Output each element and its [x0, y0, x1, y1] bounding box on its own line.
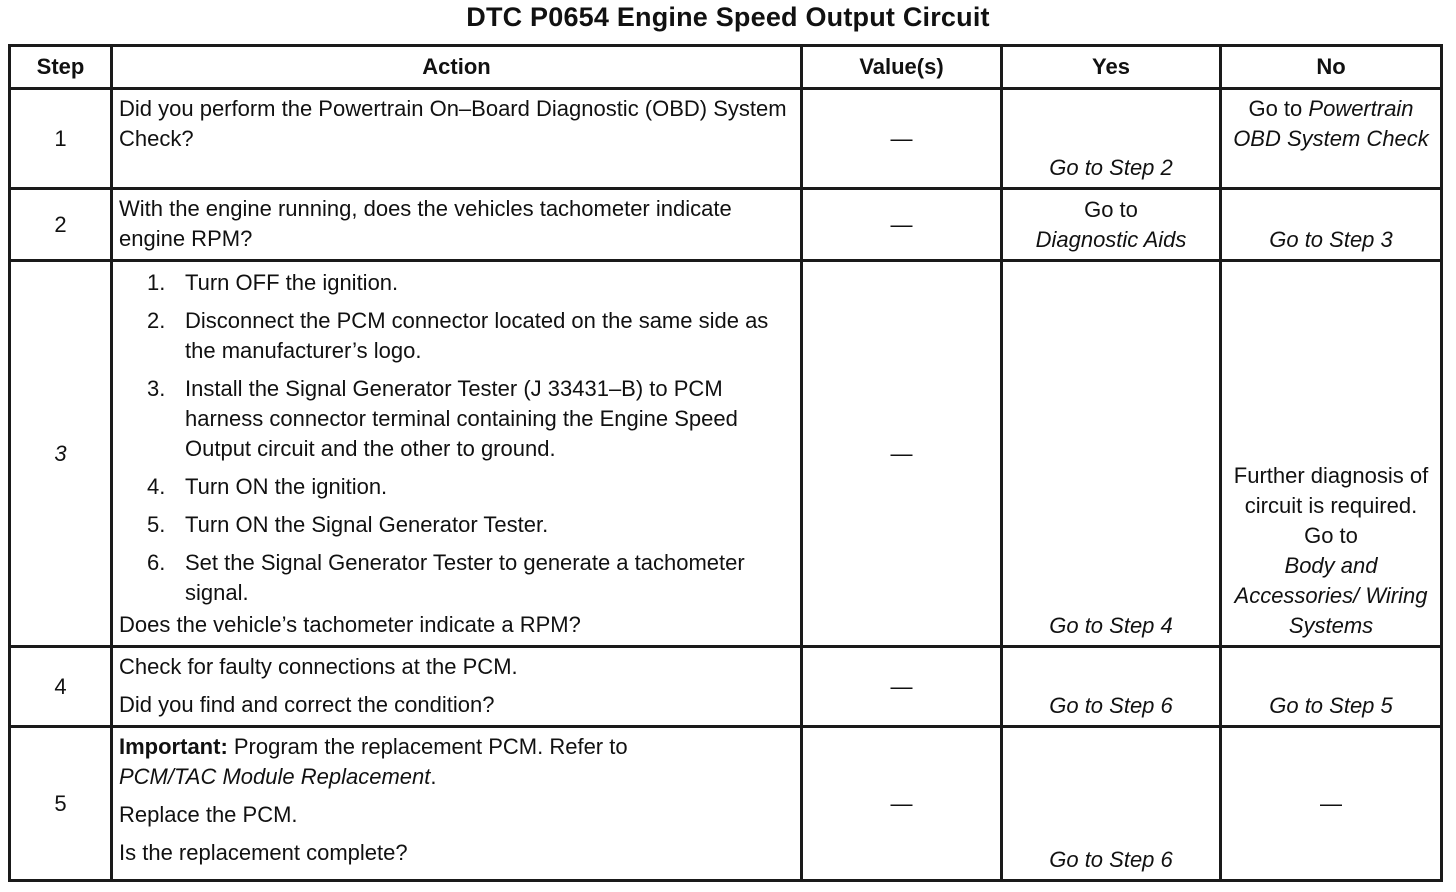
yes-link[interactable]: Go to Step 2: [1002, 89, 1221, 189]
step-number: 1: [10, 89, 112, 189]
action-text: Check for faulty connections at the PCM.: [119, 654, 518, 679]
table-row: [10, 647, 1442, 727]
header-step: Step: [10, 46, 112, 89]
action-cell: [112, 727, 802, 881]
action-text: With the engine running, does the vehicles tachometer indicate engine RPM?: [112, 189, 802, 261]
value-cell: —: [802, 647, 1002, 727]
header-yes: Yes: [1002, 46, 1221, 89]
no-prefix: Go to: [1248, 96, 1303, 121]
no-link[interactable]: Go to Step 5: [1221, 647, 1442, 727]
step-number: 2: [10, 189, 112, 261]
instruction-list: [119, 268, 794, 608]
list-item: 4. Turn ON the ignition.: [147, 474, 388, 499]
yes-link[interactable]: Go to Step 6: [1002, 727, 1221, 881]
yes-link[interactable]: Go to Step 6: [1002, 647, 1221, 727]
value-cell: —: [802, 727, 1002, 881]
table-row: [10, 189, 1442, 261]
question-text: Did you find and correct the condition?: [119, 692, 495, 717]
question-text: Does the vehicle’s tachometer indicate a RPM?: [119, 612, 581, 637]
value-cell: —: [802, 261, 1002, 647]
table-row: [10, 727, 1442, 881]
list-item: 5. Turn ON the Signal Generator Tester.: [147, 512, 549, 537]
action-cell: [112, 647, 802, 727]
diagnostic-table: [8, 44, 1443, 882]
header-action: Action: [112, 46, 802, 89]
no-cell: [1221, 89, 1442, 189]
table-row: [10, 89, 1442, 189]
value-cell: —: [802, 189, 1002, 261]
action-text: Did you perform the Powertrain On–Board Diagnostic (OBD) System Check?: [112, 89, 802, 189]
step-number: 3: [10, 261, 112, 647]
no-prefix: Further diagnosis of circuit is required. Go to: [1233, 463, 1429, 548]
important-label: Important:: [119, 734, 228, 759]
step-number: 5: [10, 727, 112, 881]
no-link[interactable]: Body and Accessories/ Wiring Systems: [1234, 553, 1428, 638]
important-note: Important: Program the replacement PCM. Refer to: [119, 734, 628, 759]
action-cell: [112, 261, 802, 647]
reference-line: PCM/TAC Module Replacement.: [119, 764, 437, 789]
header-values: Value(s): [802, 46, 1002, 89]
list-item: 3. Install the Signal Generator Tester (J 33431–B) to PCM harness connector terminal containing the Engine Speed Output circuit and the other to ground.: [147, 376, 738, 461]
yes-link[interactable]: Go to Step 4: [1002, 261, 1221, 647]
table-row: [10, 261, 1442, 647]
reference-link[interactable]: PCM/TAC Module Replacement: [119, 764, 431, 789]
table-header-row: [10, 46, 1442, 89]
list-item: 1. Turn OFF the ignition.: [147, 270, 399, 295]
header-no: No: [1221, 46, 1442, 89]
no-link[interactable]: Go to Step 3: [1221, 189, 1442, 261]
step-number: 4: [10, 647, 112, 727]
yes-prefix: Go to: [1084, 197, 1138, 222]
action-text: Replace the PCM.: [119, 802, 298, 827]
no-cell: [1221, 261, 1442, 647]
value-cell: —: [802, 89, 1002, 189]
yes-link[interactable]: Diagnostic Aids: [1035, 227, 1187, 252]
no-link[interactable]: Powertrain OBD System Check: [1233, 96, 1429, 151]
list-item: 2. Disconnect the PCM connector located on the same side as the manufacturer’s logo.: [147, 308, 769, 363]
no-cell: —: [1221, 727, 1442, 881]
page-title: DTC P0654 Engine Speed Output Circuit: [466, 2, 990, 32]
list-item: 6. Set the Signal Generator Tester to generate a tachometer signal.: [147, 550, 745, 605]
question-text: Is the replacement complete?: [119, 840, 408, 865]
yes-cell: [1002, 189, 1221, 261]
